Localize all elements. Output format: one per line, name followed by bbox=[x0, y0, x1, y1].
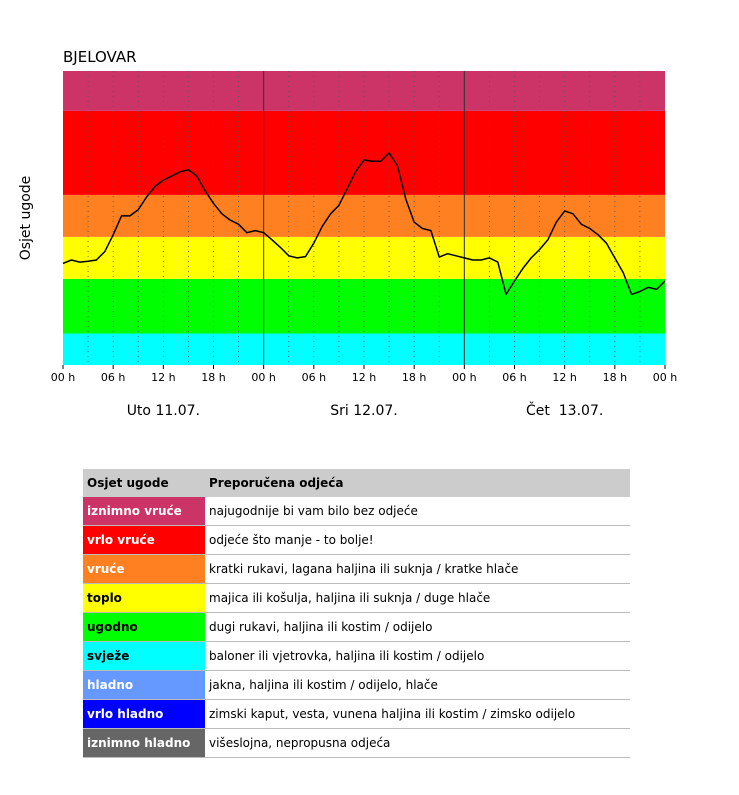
table-body bbox=[83, 497, 630, 758]
band-4 bbox=[63, 111, 665, 195]
band-2 bbox=[63, 237, 665, 279]
clothing-description-cell: najugodnije bi vam bilo bez odjeće bbox=[205, 497, 630, 526]
table-row bbox=[83, 584, 630, 613]
clothing-description-cell: baloner ili vjetrovka, haljina ili kostim / odijelo bbox=[205, 642, 630, 671]
table-row bbox=[83, 613, 630, 642]
header-clothing: Preporučena odjeća bbox=[205, 469, 630, 497]
x-tick-label: 12 h bbox=[351, 371, 377, 384]
table-row bbox=[83, 555, 630, 584]
clothing-description-cell: zimski kaput, vesta, vunena haljina ili kostim / zimsko odijelo bbox=[205, 700, 630, 729]
table-row bbox=[83, 700, 630, 729]
x-tick-label: 00 h bbox=[652, 371, 678, 384]
x-tick-label: 18 h bbox=[602, 371, 628, 384]
clothing-recommendation-table bbox=[83, 469, 630, 758]
table-header-row bbox=[83, 469, 630, 497]
x-tick-label: 06 h bbox=[502, 371, 527, 384]
table-row bbox=[83, 729, 630, 758]
comfort-level-cell: vruće bbox=[83, 555, 205, 584]
table-row bbox=[83, 671, 630, 700]
x-tick-label: 12 h bbox=[552, 371, 577, 384]
comfort-bands bbox=[63, 71, 665, 365]
table-row bbox=[83, 642, 630, 671]
comfort-level-cell: ugodno bbox=[83, 613, 205, 642]
comfort-level-cell: iznimno hladno bbox=[83, 729, 205, 758]
comfort-level-cell: svježe bbox=[83, 642, 205, 671]
day-label: Čet 13.07. bbox=[526, 403, 604, 419]
day-labels bbox=[127, 401, 604, 419]
comfort-level-cell: hladno bbox=[83, 671, 205, 700]
x-tick-label: 18 h bbox=[201, 371, 226, 384]
chart-title: BJELOVAR bbox=[63, 48, 137, 66]
clothing-description-cell: višeslojna, nepropusna odjeća bbox=[205, 729, 630, 758]
x-tick-label: 12 h bbox=[151, 371, 176, 384]
x-tick-label: 00 h bbox=[50, 371, 76, 384]
y-axis-label: Osjet ugode bbox=[18, 175, 34, 261]
clothing-description-cell: kratki rukavi, lagana haljina ili suknja / kratke hlače bbox=[205, 555, 630, 584]
clothing-description-cell: dugi rukavi, haljina ili kostim / odijelo bbox=[205, 613, 630, 642]
x-tick-label: 18 h bbox=[401, 371, 427, 384]
comfort-level-cell: vrlo hladno bbox=[83, 700, 205, 729]
header-comfort: Osjet ugode bbox=[83, 469, 205, 497]
x-tick-label: 00 h bbox=[251, 371, 276, 384]
table-row bbox=[83, 497, 630, 526]
clothing-description-cell: majica ili košulja, haljina ili suknja / duge hlače bbox=[205, 584, 630, 613]
day-label: Sri 12.07. bbox=[330, 403, 398, 419]
day-label: Uto 11.07. bbox=[126, 403, 200, 419]
x-axis-ticks bbox=[51, 365, 677, 384]
table-row bbox=[83, 526, 630, 555]
clothing-description-cell: odjeće što manje - to bolje! bbox=[205, 526, 630, 555]
x-tick-label: 00 h bbox=[452, 371, 477, 384]
comfort-level-cell: iznimno vruće bbox=[83, 497, 205, 526]
x-tick-label: 06 h bbox=[100, 371, 126, 384]
x-tick-label: 06 h bbox=[301, 371, 327, 384]
band-0 bbox=[63, 334, 665, 366]
clothing-description-cell: jakna, haljina ili kostim / odijelo, hlače bbox=[205, 671, 630, 700]
comfort-level-cell: toplo bbox=[83, 584, 205, 613]
clothing-recommendation-table-wrap bbox=[83, 469, 630, 758]
comfort-level-cell: vrlo vruće bbox=[83, 526, 205, 555]
